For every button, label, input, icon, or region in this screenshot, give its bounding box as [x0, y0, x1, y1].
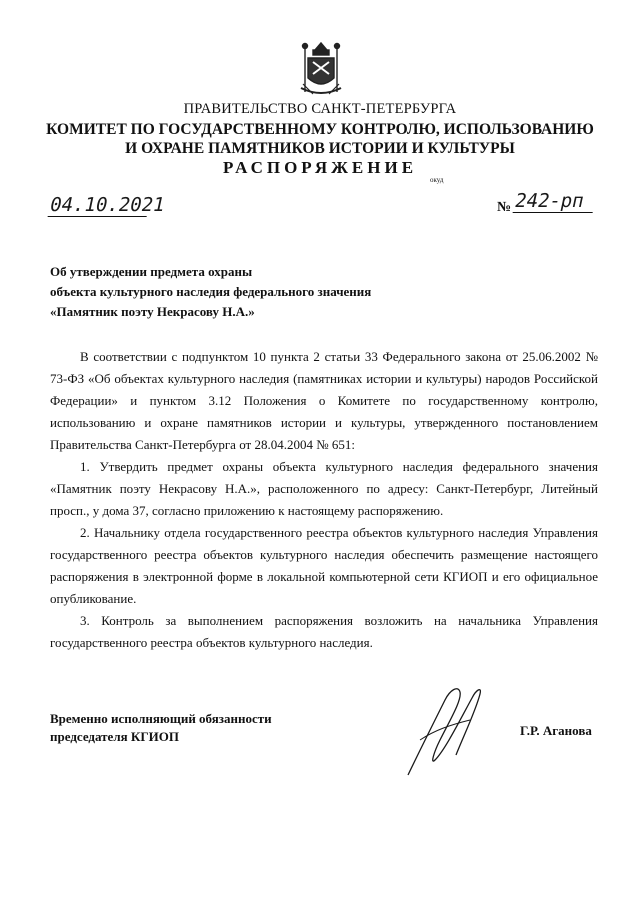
okud-label: окуд [430, 176, 444, 184]
signatory-name: Г.Р. Аганова [520, 723, 592, 738]
subject-line2: объекта культурного наследия федерального значения [50, 284, 372, 299]
item-3-paragraph: 3. Контроль за выполнением распоряжения возложить на начальника Управления государственного реестра объектов культурного наследия. [50, 613, 598, 650]
document-number: 242-рп [513, 190, 598, 213]
preamble-paragraph: В соответствии с подпунктом 10 пункта 2 статьи 33 Федерального закона от 25.06.2002 № 73-ФЗ «Об объектах культурного наследия (памятниках истории и культуры) народов Российской Федерации» и пунктом 3.12 Положения о Комитете по государственному контролю, использованию и охране памятников истории и культуры, утвержденного постановлением Правительства Санкт-Петербурга от 28.04.2004 № 651: [50, 349, 598, 452]
document-body [50, 346, 598, 654]
committee-title-line2: И ОХРАНЕ ПАМЯТНИКОВ ИСТОРИИ И КУЛЬТУРЫ [125, 140, 515, 157]
committee-title-line1: КОМИТЕТ ПО ГОСУДАРСТВЕННОМУ КОНТРОЛЮ, ИСПОЛЬЗОВАНИЮ [46, 121, 594, 138]
subject-line1: Об утверждении предмета охраны [50, 264, 253, 279]
document-date: 04.10.2021 [47, 194, 167, 216]
coat-of-arms-icon [297, 40, 345, 98]
subject-line3: «Памятник поэту Некрасову Н.А.» [50, 304, 255, 319]
number-label: № [497, 200, 512, 215]
signatory-position [50, 710, 272, 746]
handwritten-signature [390, 680, 500, 780]
signatory-position-line1: Временно исполняющий обязанности [50, 711, 272, 726]
committee-title [0, 120, 640, 158]
item-2-paragraph: 2. Начальнику отдела государственного реестра объектов культурного наследия Управления государственного реестра объектов культурного наследия обеспечить размещение настоящего распоряжения в электронной форме в локальной компьютерной сети КГИОП и его официальное опубликование. [50, 525, 598, 606]
government-title: ПРАВИТЕЛЬСТВО САНКТ-ПЕТЕРБУРГА [183, 101, 457, 117]
document-type: РАСПОРЯЖЕНИЕ [222, 158, 418, 177]
signatory-position-line2: председателя КГИОП [50, 729, 179, 744]
document-subject [50, 262, 371, 322]
item-1-paragraph: 1. Утвердить предмет охраны объекта культурного наследия федерального значения «Памятник поэту Некрасову Н.А.», расположенного по адресу: Санкт-Петербург, Литейный просп., у дома 37, согласно приложению к настоящему распоряжению. [50, 459, 598, 518]
